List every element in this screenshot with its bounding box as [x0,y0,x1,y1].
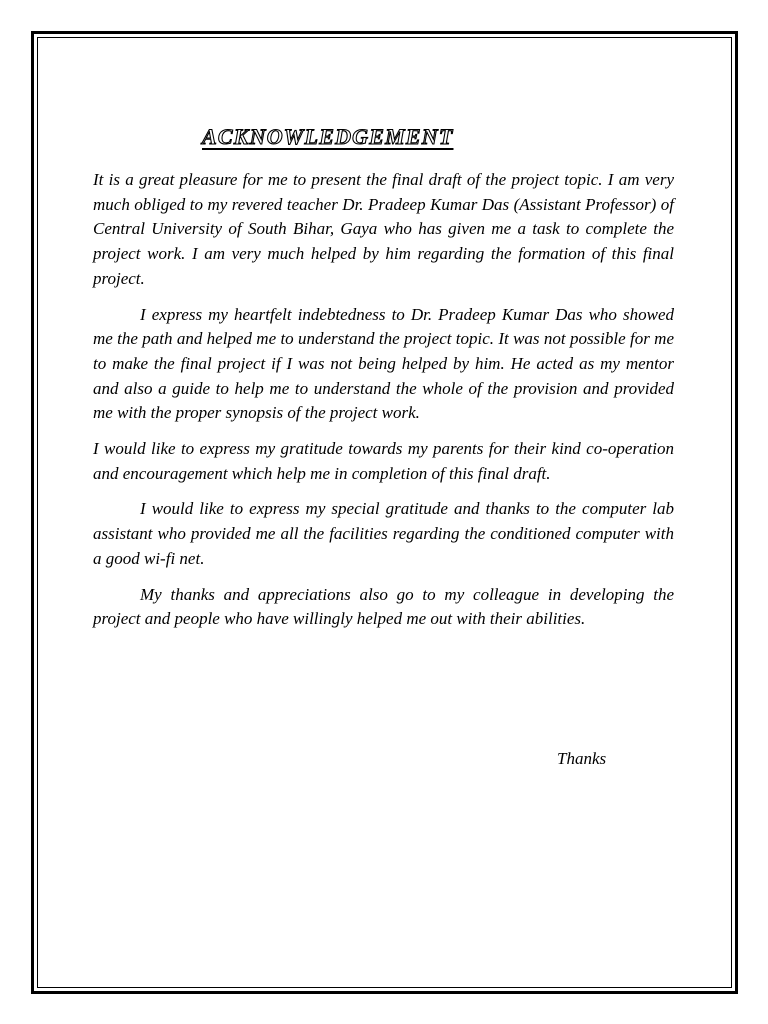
paragraph-parents: I would like to express my gratitude towards my parents for their kind co-operation and encouragement which help me in completion of this final draft. [93,439,674,483]
closing-thanks: Thanks [557,749,607,768]
page-title: ACKNOWLEDGEMENT [202,124,454,149]
paragraph-intro: It is a great pleasure for me to present the final draft of the project topic. I am very much obliged to my revered teacher Dr. Pradeep Kumar Das (Assistant Professor) of Central University of South Bihar, Gaya who has given me a task to complete the project work. I am very much helped by him regarding the formation of this final project. [93,170,674,288]
paragraph-indebtedness: I express my heartfelt indebtedness to Dr. Pradeep Kumar Das who showed me the path and helped me to understand the project topic. It was not possible for me to make the final project if I was not being helped by him. He acted as my mentor and also a guide to help me to understand the whole of the provision and provided me with the proper synopsis of the project work. [93,304,674,423]
paragraph-lab-assistant: I would like to express my special gratitude and thanks to the computer lab assistant who provided me all the facilities regarding the conditioned computer with a good wi-fi net. [93,499,674,568]
document-body [93,168,674,643]
paragraph-colleagues: My thanks and appreciations also go to my colleague in developing the project and people who have willingly helped me out with their abilities. [93,584,674,629]
